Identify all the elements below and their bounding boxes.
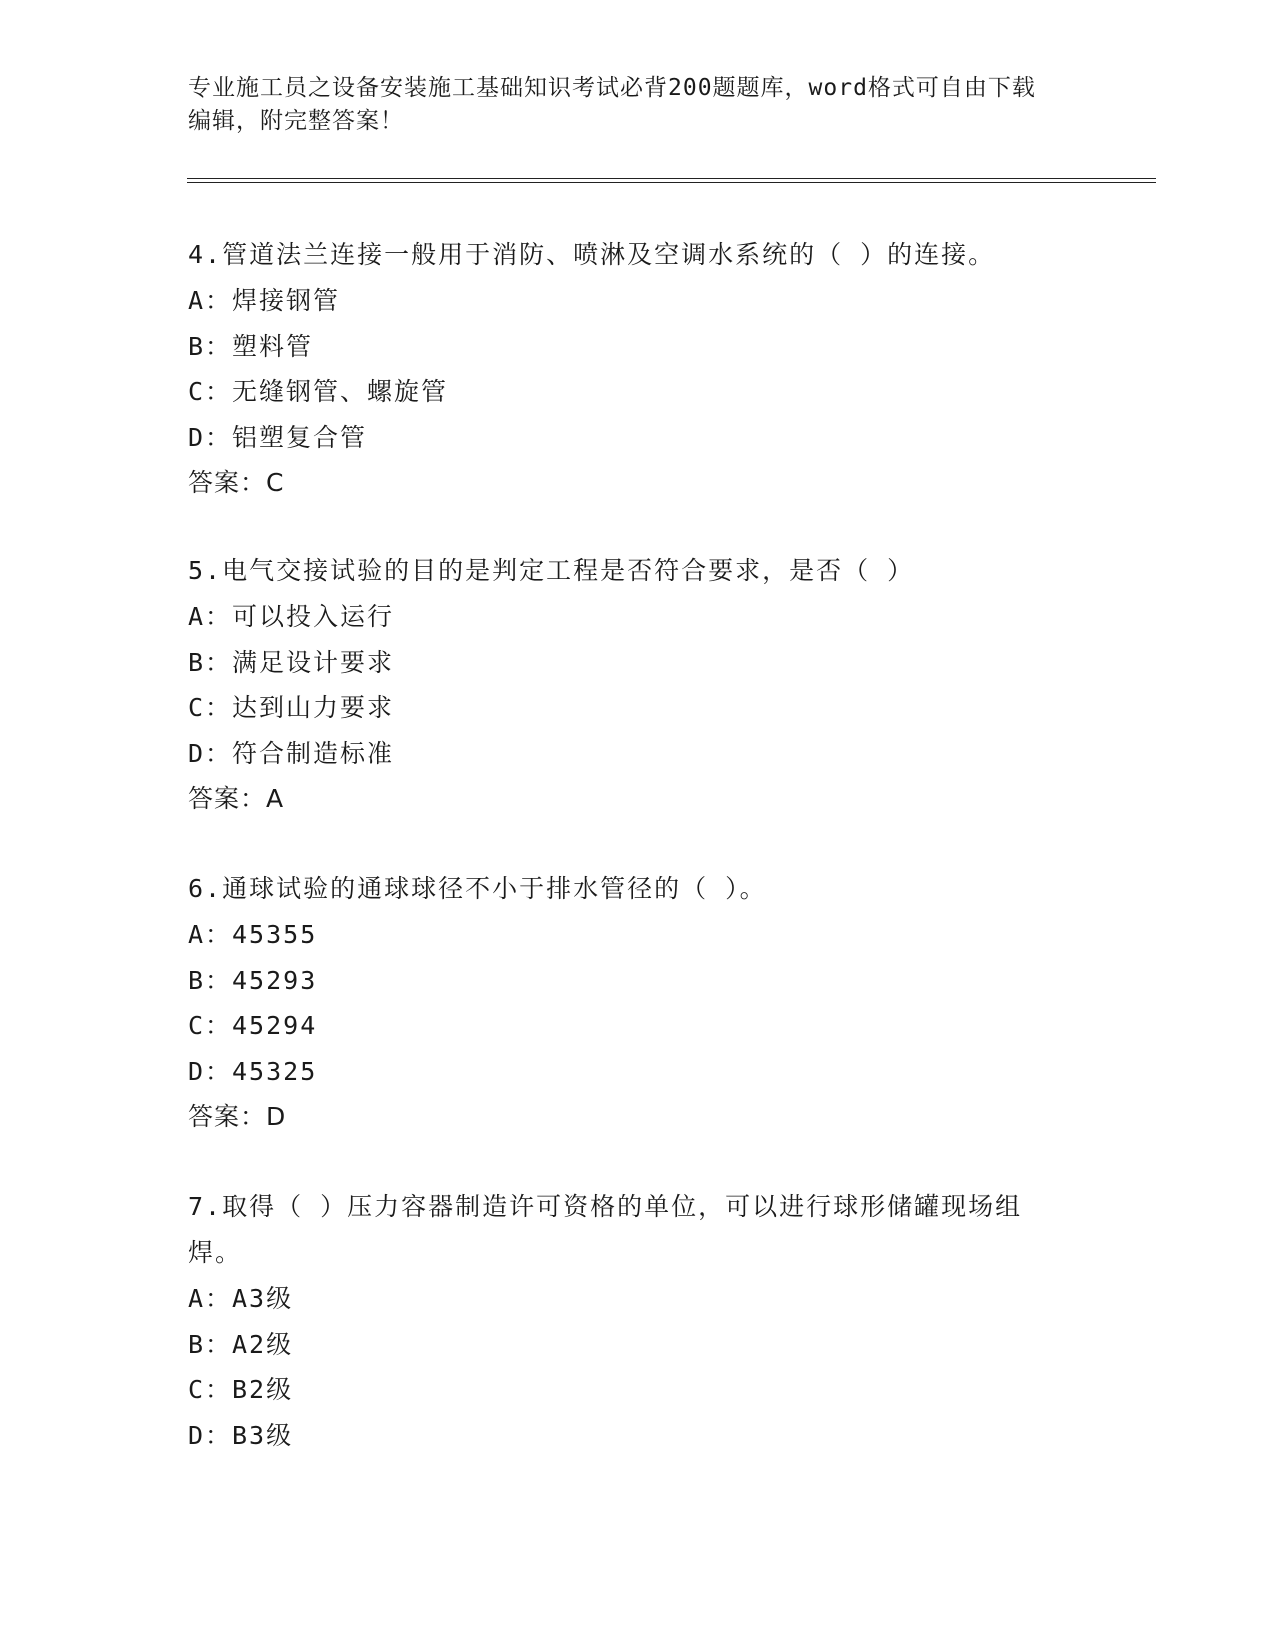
option-text: 可以投入运行 xyxy=(232,602,395,631)
option-text: 45355 xyxy=(232,920,318,949)
option-d xyxy=(188,1049,1088,1095)
question-stem-line-1: 7.取得（ ）压力容器制造许可资格的单位，可以进行球形储罐现场组 xyxy=(188,1192,1023,1221)
question-stem-line-2: 焊。 xyxy=(188,1238,243,1267)
option-b xyxy=(188,1322,1088,1368)
option-key: A： xyxy=(188,602,233,631)
document-header xyxy=(188,72,1088,138)
option-text: 塑料管 xyxy=(232,331,314,361)
option-a xyxy=(188,594,1088,640)
option-text: 符合制造标准 xyxy=(232,738,395,768)
header-divider-bottom xyxy=(187,182,1156,183)
option-c xyxy=(188,685,1088,731)
option-text: 45293 xyxy=(232,965,318,995)
answer-label: 答案：D xyxy=(188,1102,287,1131)
answer-label: 答案：A xyxy=(188,784,285,813)
option-b xyxy=(188,324,1088,370)
option-key: B： xyxy=(188,965,233,995)
option-c xyxy=(188,1367,1088,1413)
option-key: A： xyxy=(188,286,233,315)
question-5 xyxy=(188,548,1088,822)
question-stem: 5.电气交接试验的目的是判定工程是否符合要求，是否（ ） xyxy=(188,556,915,585)
option-key: C： xyxy=(188,1375,233,1404)
option-key: A： xyxy=(188,1284,233,1313)
option-text: B3级 xyxy=(232,1420,294,1450)
option-text: 满足设计要求 xyxy=(232,647,395,677)
header-line-1: 专业施工员之设备安装施工基础知识考试必背200题题库，word格式可自由下载 xyxy=(188,75,1036,101)
header-divider-top xyxy=(187,178,1156,179)
option-text: 焊接钢管 xyxy=(232,286,341,315)
option-key: D： xyxy=(188,1420,233,1450)
option-text: 45325 xyxy=(232,1056,318,1086)
option-b xyxy=(188,958,1088,1004)
option-key: C： xyxy=(188,693,233,722)
option-text: 无缝钢管、螺旋管 xyxy=(232,377,449,406)
option-text: 达到山力要求 xyxy=(232,693,395,722)
answer-label: 答案：C xyxy=(188,468,285,497)
option-key: B： xyxy=(188,331,233,361)
option-a xyxy=(188,1276,1088,1322)
option-text: B2级 xyxy=(232,1375,294,1404)
option-key: B： xyxy=(188,647,233,677)
option-b xyxy=(188,640,1088,686)
option-text: 45294 xyxy=(232,1011,318,1040)
option-c xyxy=(188,1003,1088,1049)
question-stem: 4.管道法兰连接一般用于消防、喷淋及空调水系统的（ ）的连接。 xyxy=(188,240,996,269)
question-6 xyxy=(188,866,1088,1140)
question-4 xyxy=(188,232,1088,506)
option-key: B： xyxy=(188,1329,233,1359)
option-key: D： xyxy=(188,422,233,452)
option-key: A： xyxy=(188,920,233,949)
option-key: C： xyxy=(188,377,233,406)
option-d xyxy=(188,415,1088,461)
option-d xyxy=(188,1413,1088,1459)
option-key: C： xyxy=(188,1011,233,1040)
option-key: D： xyxy=(188,738,233,768)
option-text: A2级 xyxy=(232,1329,294,1359)
option-text: A3级 xyxy=(232,1284,294,1313)
option-key: D： xyxy=(188,1056,233,1086)
option-text: 铝塑复合管 xyxy=(232,422,368,452)
option-c xyxy=(188,369,1088,415)
question-7 xyxy=(188,1184,1088,1458)
option-d xyxy=(188,731,1088,777)
question-stem: 6.通球试验的通球球径不小于排水管径的（ ）。 xyxy=(188,874,767,903)
option-a xyxy=(188,278,1088,324)
option-a xyxy=(188,912,1088,958)
header-line-2: 编辑，附完整答案！ xyxy=(188,108,404,134)
